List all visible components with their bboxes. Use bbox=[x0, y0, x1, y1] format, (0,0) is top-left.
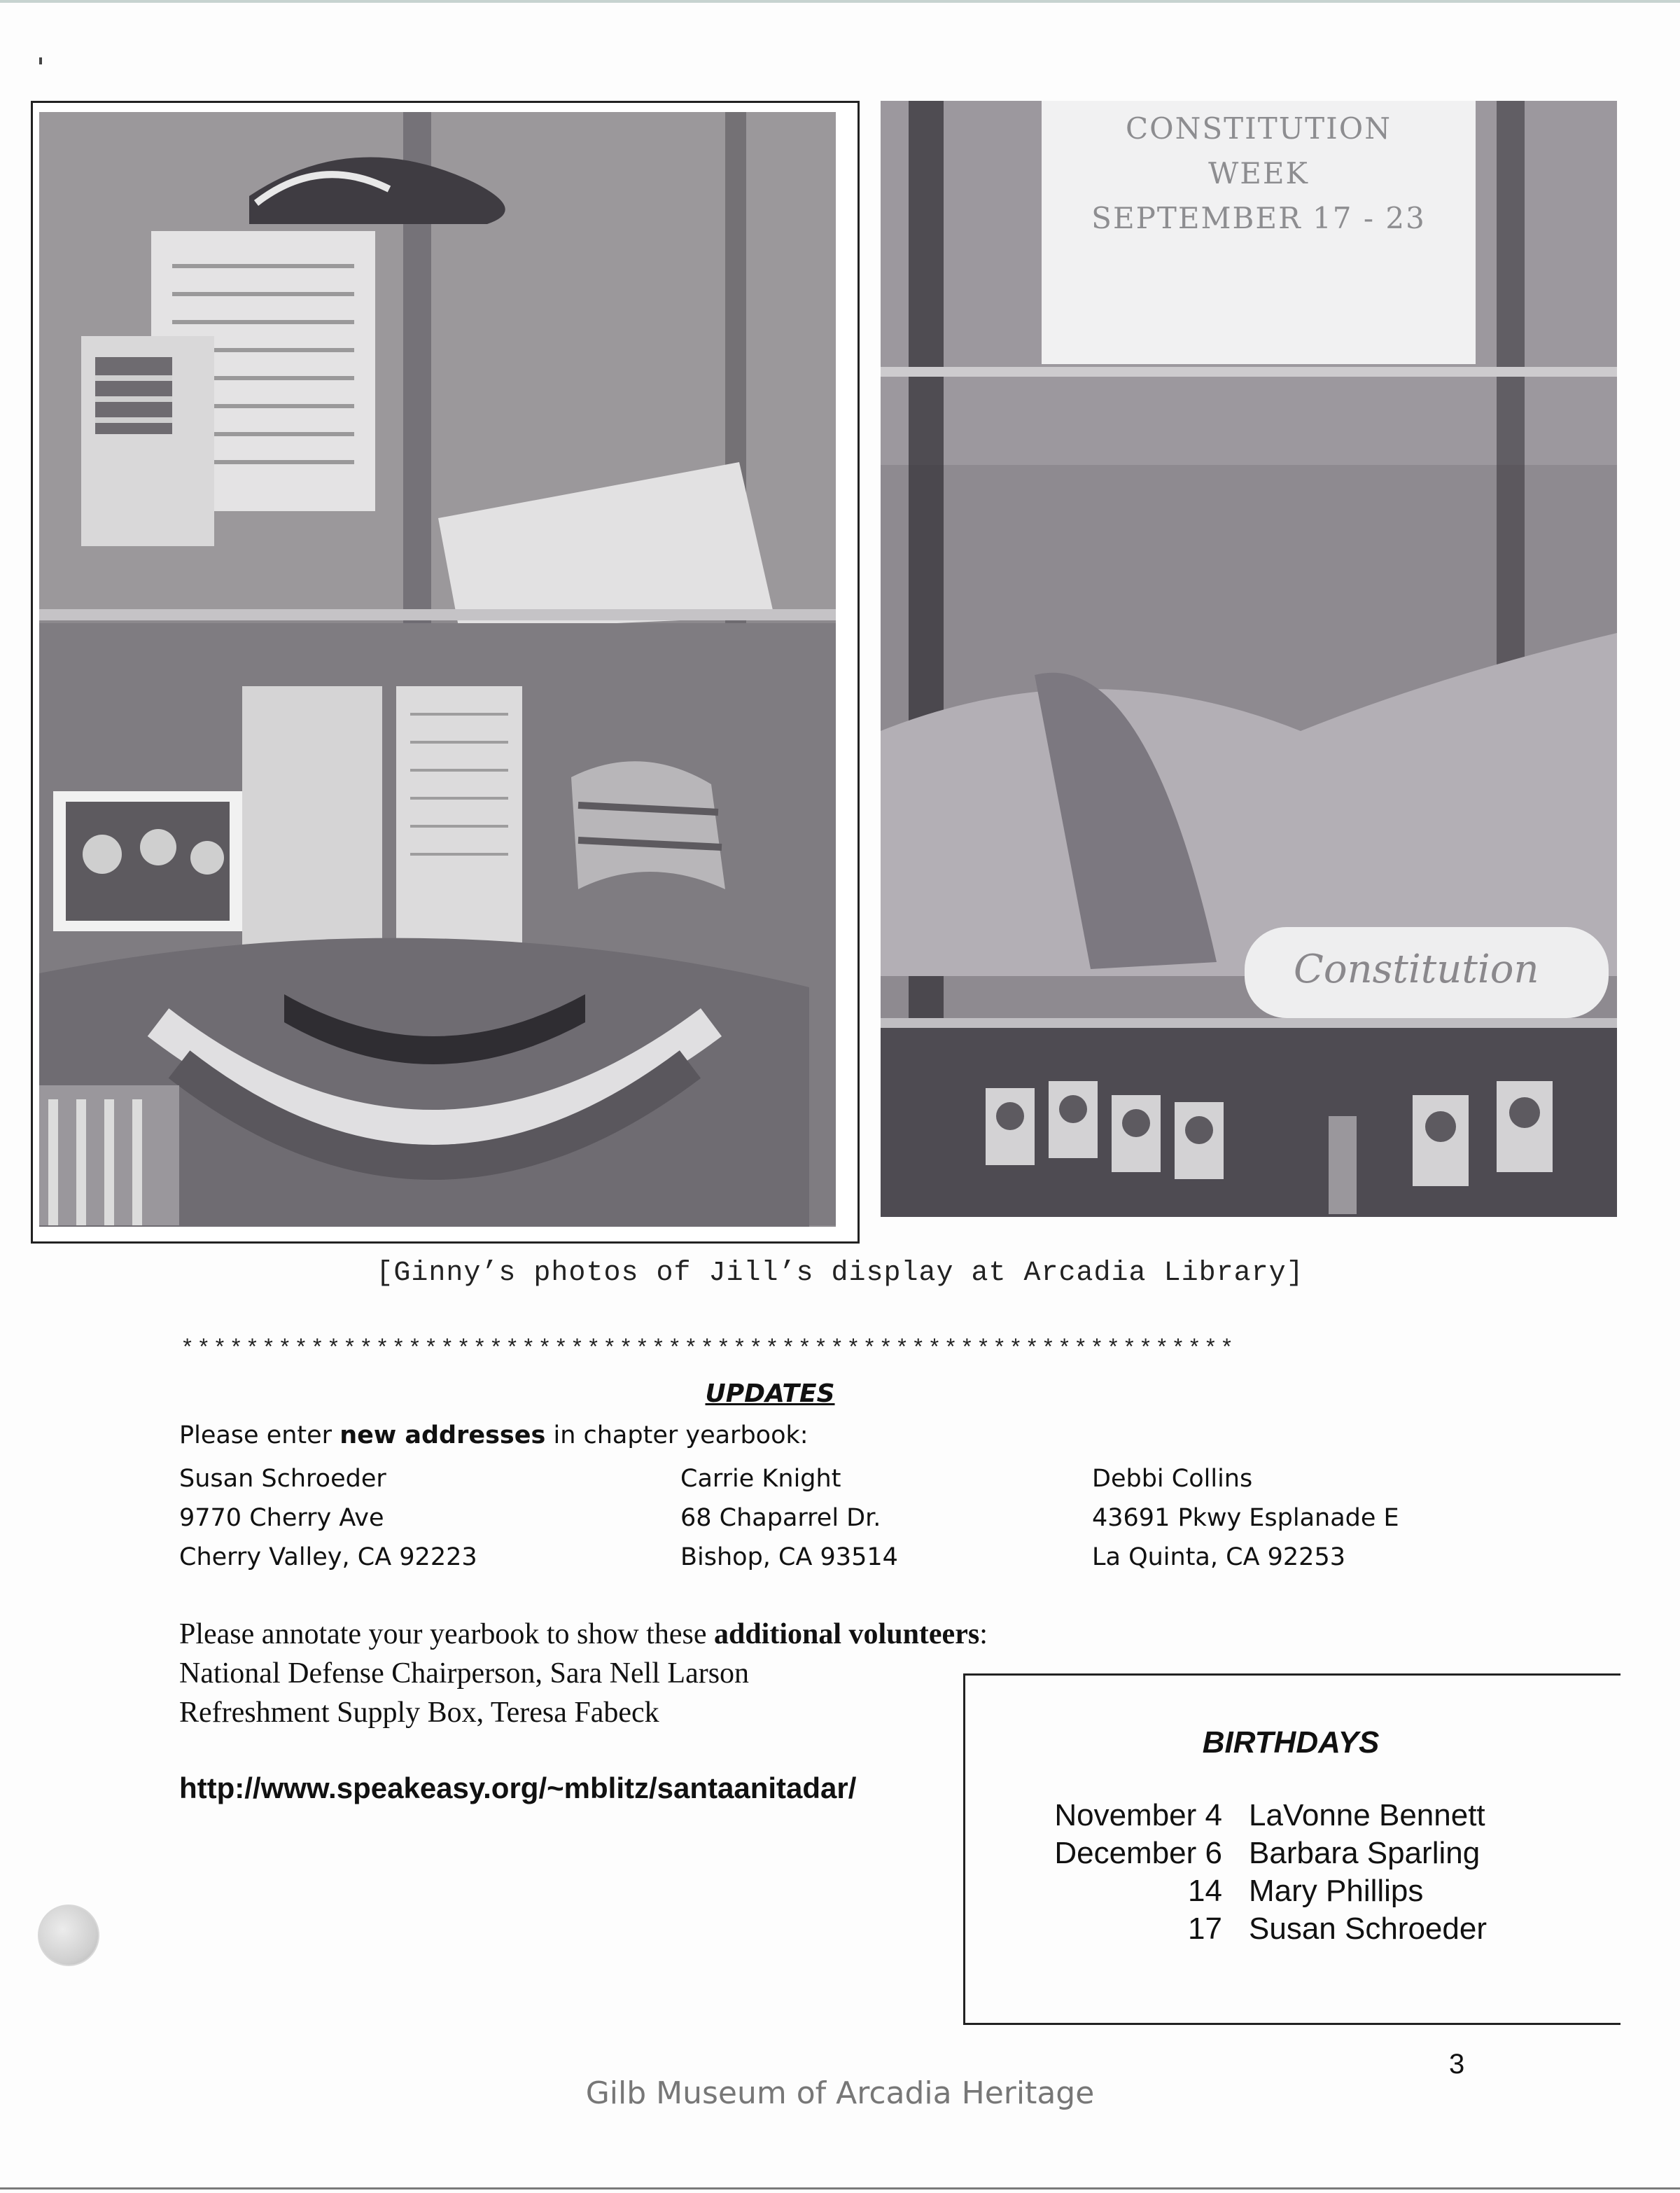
volunteer-line: National Defense Chairperson, Sara Nell Larson bbox=[179, 1657, 750, 1690]
volunteers-intro-prefix: Please annotate your yearbook to show these bbox=[179, 1618, 714, 1650]
address-name: Debbi Collins bbox=[1092, 1465, 1253, 1493]
right-photo-illustration bbox=[881, 101, 1617, 1217]
address-name: Carrie Knight bbox=[680, 1465, 841, 1493]
birthday-date: 14 bbox=[1188, 1874, 1222, 1908]
address-street: 68 Chaparrel Dr. bbox=[680, 1504, 881, 1532]
birthday-name: Susan Schroeder bbox=[1249, 1912, 1487, 1946]
top-edge-rule bbox=[0, 0, 1680, 3]
left-photo-illustration bbox=[39, 112, 836, 1227]
sign-line-1: CONSTITUTION bbox=[1126, 111, 1392, 146]
address-street: 9770 Cherry Ave bbox=[179, 1504, 384, 1532]
volunteer-line: Refreshment Supply Box, Teresa Fabeck bbox=[179, 1697, 659, 1729]
volunteers-intro-bold: additional volunteers bbox=[713, 1618, 980, 1650]
updates-intro bbox=[179, 1421, 808, 1449]
updates-heading: UPDATES bbox=[705, 1379, 835, 1408]
volunteers-intro-suffix: : bbox=[979, 1618, 988, 1650]
constitution-scroll-label: Constitution bbox=[1294, 947, 1539, 992]
birthday-date: November 4 bbox=[1054, 1798, 1222, 1832]
footer-attribution: Gilb Museum of Arcadia Heritage bbox=[585, 2075, 1095, 2111]
chapter-website-link[interactable]: http://www.speakeasy.org/~mblitz/santaanitadar/ bbox=[179, 1771, 857, 1804]
address-street: 43691 Pkwy Esplanade E bbox=[1092, 1504, 1399, 1532]
birthday-name: LaVonne Bennett bbox=[1249, 1798, 1485, 1832]
birthday-name: Mary Phillips bbox=[1249, 1874, 1424, 1908]
right-display-photo bbox=[881, 101, 1617, 1217]
birthday-date: 17 bbox=[1188, 1912, 1222, 1946]
scan-speck bbox=[39, 57, 42, 64]
punch-hole-bottom bbox=[38, 1905, 99, 1966]
address-city: Bishop, CA 93514 bbox=[680, 1543, 898, 1571]
bottom-edge-rule bbox=[0, 2187, 1680, 2189]
birthdays-heading: BIRTHDAYS bbox=[1202, 1725, 1380, 1760]
constitution-week-sign bbox=[1042, 106, 1476, 241]
updates-intro-prefix: Please enter bbox=[179, 1421, 340, 1449]
address-block bbox=[179, 1459, 477, 1577]
sign-line-3: SEPTEMBER 17 - 23 bbox=[1091, 201, 1426, 235]
photo-caption: [Ginny’s photos of Jill’s display at Arcadia Library] bbox=[376, 1258, 1304, 1289]
updates-intro-suffix: in chapter yearbook: bbox=[545, 1421, 808, 1449]
address-city: La Quinta, CA 92253 bbox=[1092, 1543, 1345, 1571]
page-number: 3 bbox=[1449, 2049, 1465, 2080]
birthday-date: December 6 bbox=[1054, 1836, 1222, 1870]
address-block bbox=[680, 1459, 898, 1577]
left-display-photo bbox=[39, 112, 836, 1227]
address-block bbox=[1092, 1459, 1399, 1577]
birthday-name: Barbara Sparling bbox=[1249, 1836, 1480, 1870]
updates-intro-bold: new addresses bbox=[340, 1421, 546, 1449]
sign-line-2: WEEK bbox=[1208, 156, 1309, 190]
star-separator: ***************************************************************** bbox=[181, 1336, 1237, 1362]
volunteers-section bbox=[179, 1615, 988, 1732]
volunteers-intro bbox=[179, 1615, 988, 1654]
address-city: Cherry Valley, CA 92223 bbox=[179, 1543, 477, 1571]
address-name: Susan Schroeder bbox=[179, 1465, 386, 1493]
